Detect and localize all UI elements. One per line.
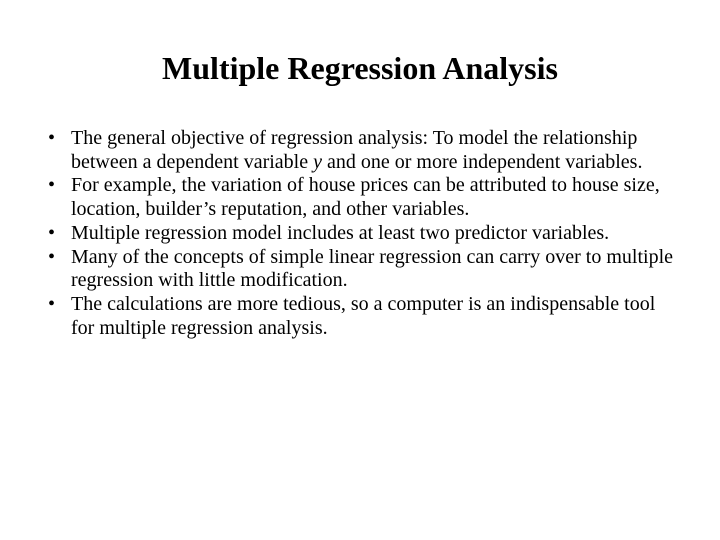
bullet-icon: • <box>48 292 56 315</box>
bullet-item-example <box>48 174 678 221</box>
bullet-icon: • <box>48 245 56 268</box>
bullet-text: Many of the concepts of simple linear regression can carry over to multiple regression with little modification. <box>71 245 674 292</box>
bullet-list <box>48 127 678 340</box>
bullet-icon: • <box>48 221 56 244</box>
slide-title: Multiple Regression Analysis <box>162 50 558 86</box>
bullet-icon: • <box>48 127 56 149</box>
bullet-text: Multiple regression model includes at least two predictor variables. <box>71 221 610 244</box>
variable-y: y <box>313 150 322 173</box>
bullet-text-part: The general objective of regression analysis: To model the relationship between a dependent variable <box>71 127 638 173</box>
bullet-text: For example, the variation of house prices can be attributed to house size, location, builder’s reputation, and other variables. <box>71 174 660 221</box>
bullet-text-part: and one or more independent variables. <box>322 150 643 173</box>
bullet-icon: • <box>48 174 56 197</box>
bullet-item-predictors <box>48 222 678 246</box>
bullet-text <box>71 127 678 174</box>
bullet-item-objective <box>48 127 678 174</box>
bullet-text: The calculations are more tedious, so a computer is an indispensable tool for multiple regression analysis. <box>71 292 656 339</box>
bullet-item-concepts <box>48 246 678 293</box>
bullet-item-calculations <box>48 293 678 340</box>
